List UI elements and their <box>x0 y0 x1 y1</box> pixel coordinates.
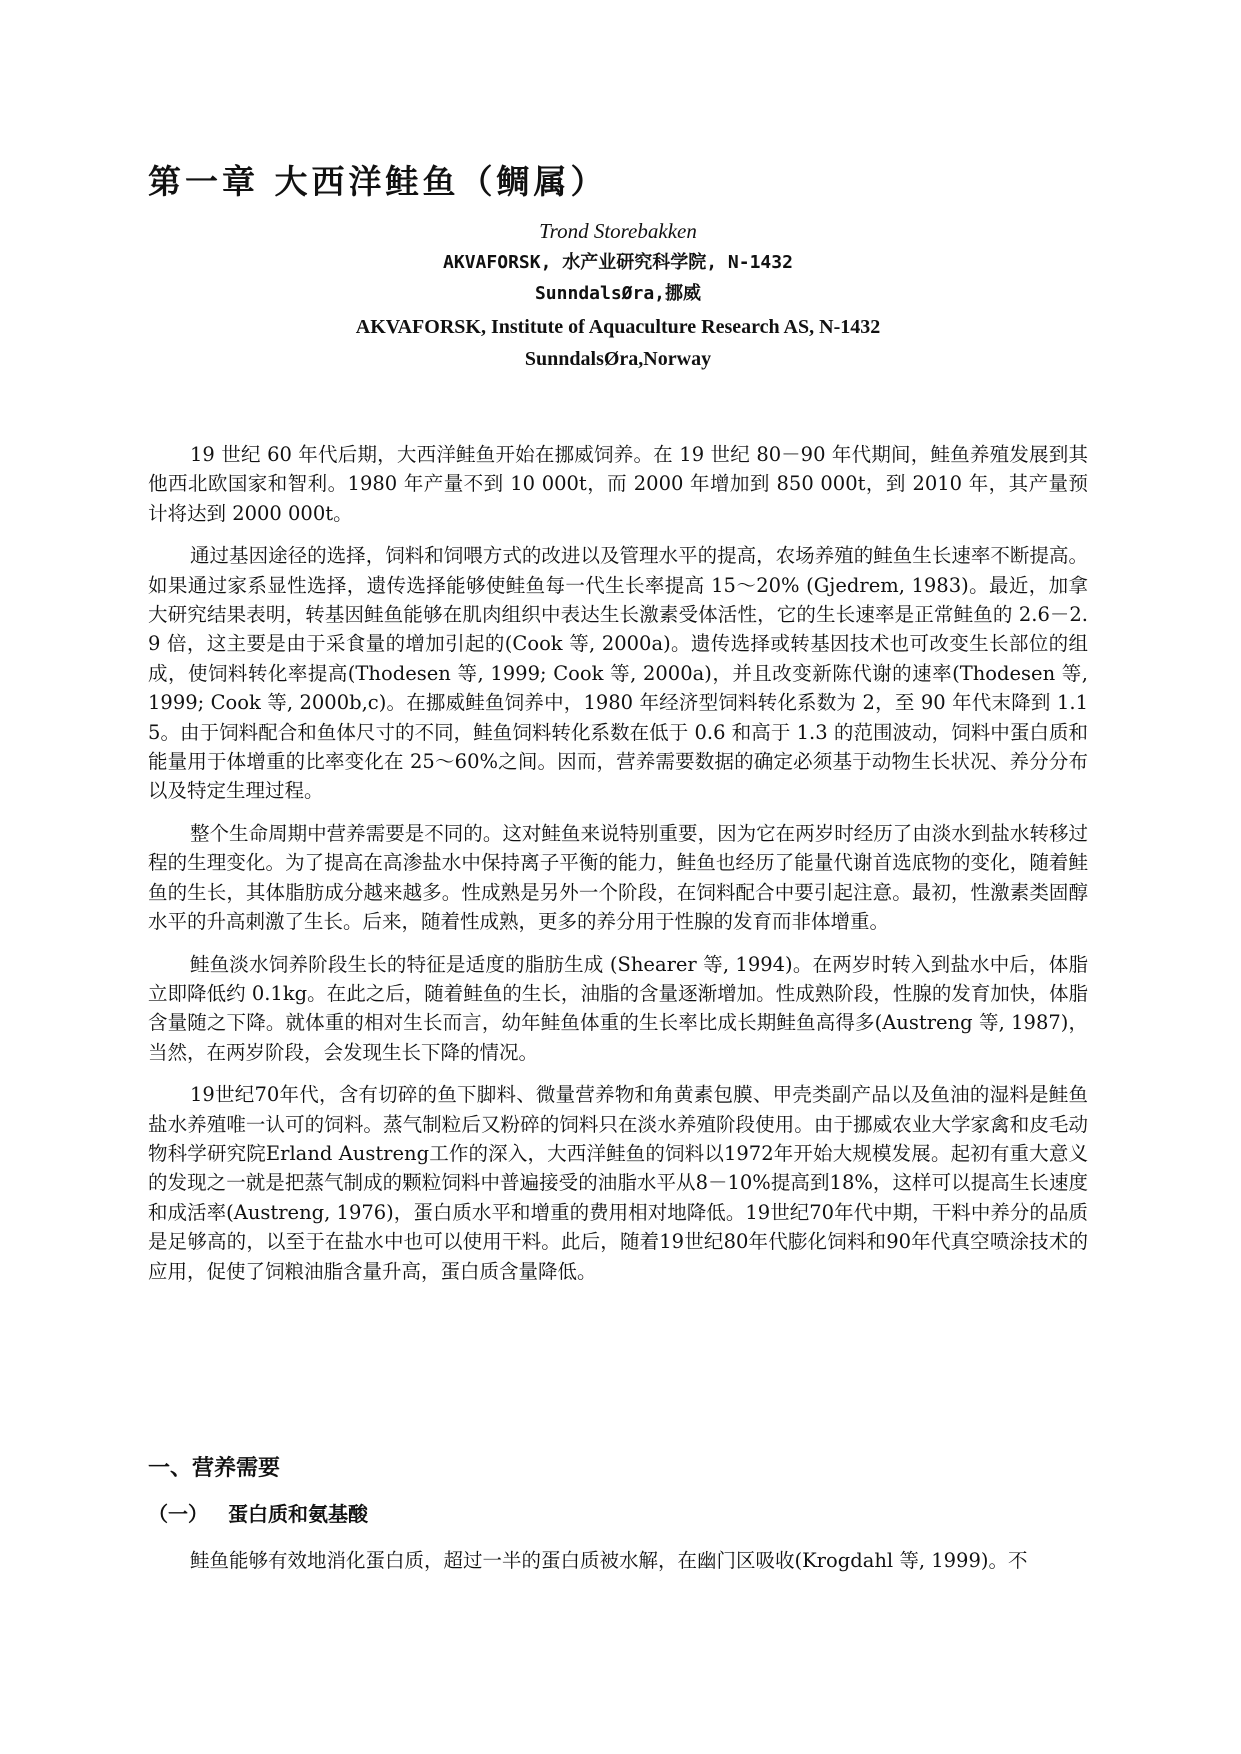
paragraph-5: 19世纪70年代，含有切碎的鱼下脚料、微量营养物和角黄素包膜、甲壳类副产品以及鱼油的湿料是鲑鱼盐水养殖唯一认可的饲料。蒸气制粒后又粉碎的饲料只在淡水养殖阶段使用。由于挪威农业大学家禽和皮毛动物科学研究院Erland Austreng工作的深入，大西洋鲑鱼的饲料以1972年开始大规模发展。起初有重大意义的发现之一就是把蒸气制成的颗粒饲料中普遍接受的油脂水平从8－10%提高到18%，这样可以提高生长速度和成活率(Austreng, 1976)，蛋白质水平和增重的费用相对地降低。19世纪70年代中期，干料中养分的品质是足够高的，以至于在盐水中也可以使用干料。此后，随着19世纪80年代膨化饲料和90年代真空喷涂技术的应用，促使了饲粮油脂含量升高，蛋白质含量降低。 <box>148 1083 1088 1283</box>
subsection-heading <box>148 1500 368 1528</box>
paragraph-3: 整个生命周期中营养需要是不同的。这对鲑鱼来说特别重要，因为它在两岁时经历了由淡水到盐水转移过程的生理变化。为了提高在高渗盐水中保持离子平衡的能力，鲑鱼也经历了能量代谢首选底物的变化，随着鲑鱼的生长，其体脂肪成分越来越多。性成熟是另外一个阶段，在饲料配合中要引起注意。最初，性激素类固醇水平的升高刺激了生长。后来，随着性成熟，更多的养分用于性腺的发育而非体增重。 <box>148 821 1088 934</box>
affiliation-en-line2: SunndalsØra,Norway <box>524 348 712 370</box>
subsection-title: 蛋白质和氨基酸 <box>228 1502 368 1526</box>
author-name: Trond Storebakken <box>539 219 697 243</box>
section-heading: 一、营养需要 <box>148 1456 281 1481</box>
subsection-number: （一） <box>148 1502 208 1526</box>
affiliation-en-line1: AKVAFORSK, Institute of Aquaculture Research AS, N-1432 <box>355 316 881 338</box>
paragraph-2: 通过基因途径的选择，饲料和饲喂方式的改进以及管理水平的提高，农场养殖的鲑鱼生长速率不断提高。如果通过家系显性选择，遗传选择能够使鲑鱼每一代生长率提高 15～20% (Gjedrem, 1983)。最近，加拿大研究结果表明，转基因鲑鱼能够在肌肉组织中表达生长激素受体活性，它的生长速率是正常鲑鱼的 2.6－2.9 倍，这主要是由于采食量的增加引起的(Cook 等, 2000a)。遗传选择或转基因技术也可改变生长部位的组成，使饲料转化率提高(Thodesen 等, 1999; Cook 等, 2000a)，并且改变新陈代谢的速率(Thodesen 等, 1999; Cook 等, 2000b,c)。在挪威鲑鱼饲养中，1980 年经济型饲料转化系数为 2，至 90 年代末降到 1.15。由于饲料配合和鱼体尺寸的不同，鲑鱼饲料转化系数在低于 0.6 和高于 1.3 的范围波动，饲料中蛋白质和能量用于体增重的比率变化在 25～60%之间。因而，营养需要数据的确定必须基于动物生长状况、养分分布以及特定生理过程。 <box>148 544 1088 803</box>
paragraph-1: 19 世纪 60 年代后期，大西洋鲑鱼开始在挪威饲养。在 19 世纪 80－90 年代期间，鲑鱼养殖发展到其他西北欧国家和智利。1980 年产量不到 10 000t，而 2000 年增加到 850 000t，到 2010 年，其产量预计将达到 2000 000t。 <box>148 443 1088 525</box>
body-text <box>148 440 1088 1299</box>
affiliation-cn-line2: SunndalsØra,挪威 <box>534 283 702 304</box>
chapter-title: 第一章 大西洋鲑鱼（鲷属） <box>148 162 608 201</box>
paragraph-6: 鲑鱼能够有效地消化蛋白质，超过一半的蛋白质被水解，在幽门区吸收(Krogdahl 等, 1999)。不 <box>190 1549 1028 1572</box>
affiliation-cn-line1: AKVAFORSK, 水产业研究科学院, N-1432 <box>443 252 793 273</box>
paragraph-4: 鲑鱼淡水饲养阶段生长的特征是适度的脂肪生成 (Shearer 等, 1994)。在两岁时转入到盐水中后，体脂立即降低约 0.1kg。在此之后，随着鲑鱼的生长，油脂的含量逐渐增加。性成熟阶段，性腺的发育加快，体脂含量随之下降。就体重的相对生长而言，幼年鲑鱼体重的生长率比成长期鲑鱼高得多(Austreng 等, 1987)，当然，在两岁阶段，会发现生长下降的情况。 <box>148 952 1088 1064</box>
